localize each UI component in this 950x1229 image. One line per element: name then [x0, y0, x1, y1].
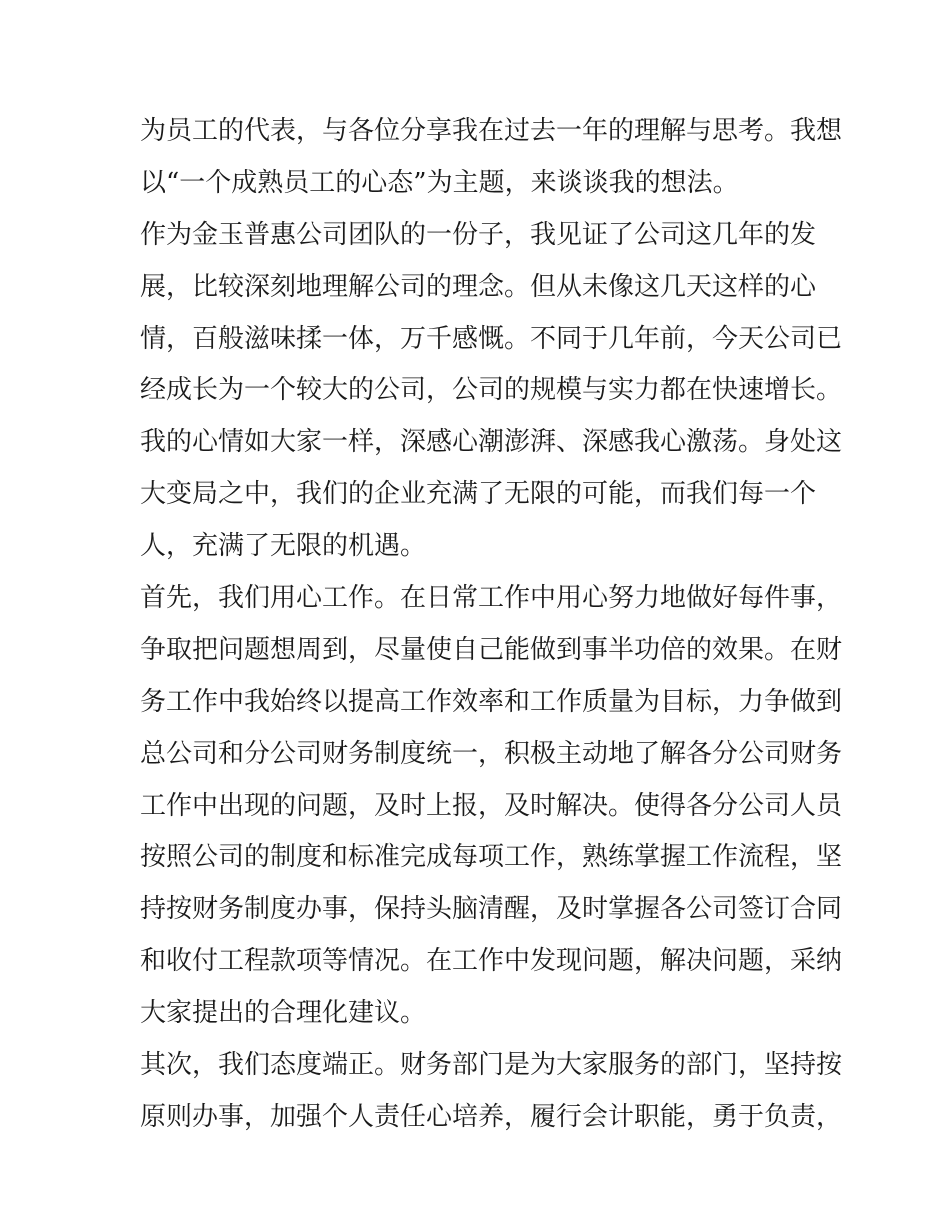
text-line: 首先，我们用心工作。在日常工作中用心努力地做好每件事，	[140, 583, 843, 614]
text-line: 务工作中我始终以提高工作效率和工作质量为目标，力争做到	[140, 686, 843, 717]
text-line: 以“一个成熟员工的心态”为主题，来谈谈我的想法。	[140, 167, 739, 198]
text-line: 争取把问题想周到，尽量使自己能做到事半功倍的效果。在财	[140, 634, 843, 665]
text-line: 大家提出的合理化建议。	[140, 998, 427, 1029]
text-line: 和收付工程款项等情况。在工作中发现问题，解决问题，采纳	[140, 946, 843, 977]
document-body	[140, 106, 843, 1144]
text-line: 按照公司的制度和标准完成每项工作，熟练掌握工作流程，坚	[140, 842, 843, 873]
text-line: 人，充满了无限的机遇。	[140, 531, 427, 562]
text-line: 原则办事，加强个人责任心培养，履行会计职能，勇于负责，	[140, 1101, 843, 1132]
text-line: 总公司和分公司财务制度统一，积极主动地了解各分公司财务	[140, 738, 843, 769]
text-line: 我的心情如大家一样，深感心潮澎湃、深感我心激荡。身处这	[140, 427, 843, 458]
text-line: 展，比较深刻地理解公司的理念。但从未像这几天这样的心	[140, 271, 817, 302]
text-line: 其次，我们态度端正。财务部门是为大家服务的部门，坚持按	[140, 1050, 843, 1081]
text-line: 情，百般滋味揉一体，万千感慨。不同于几年前，今天公司已	[140, 323, 843, 354]
text-line: 作为金玉普惠公司团队的一份子，我见证了公司这几年的发	[140, 219, 817, 250]
text-line: 经成长为一个较大的公司，公司的规模与实力都在快速增长。	[140, 375, 843, 406]
text-line: 大变局之中，我们的企业充满了无限的可能，而我们每一个	[140, 479, 817, 510]
text-line: 持按财务制度办事，保持头脑清醒，及时掌握各公司签订合同	[140, 894, 843, 925]
text-line: 工作中出现的问题，及时上报，及时解决。使得各分公司人员	[140, 790, 843, 821]
text-line: 为员工的代表，与各位分享我在过去一年的理解与思考。我想	[140, 116, 843, 146]
